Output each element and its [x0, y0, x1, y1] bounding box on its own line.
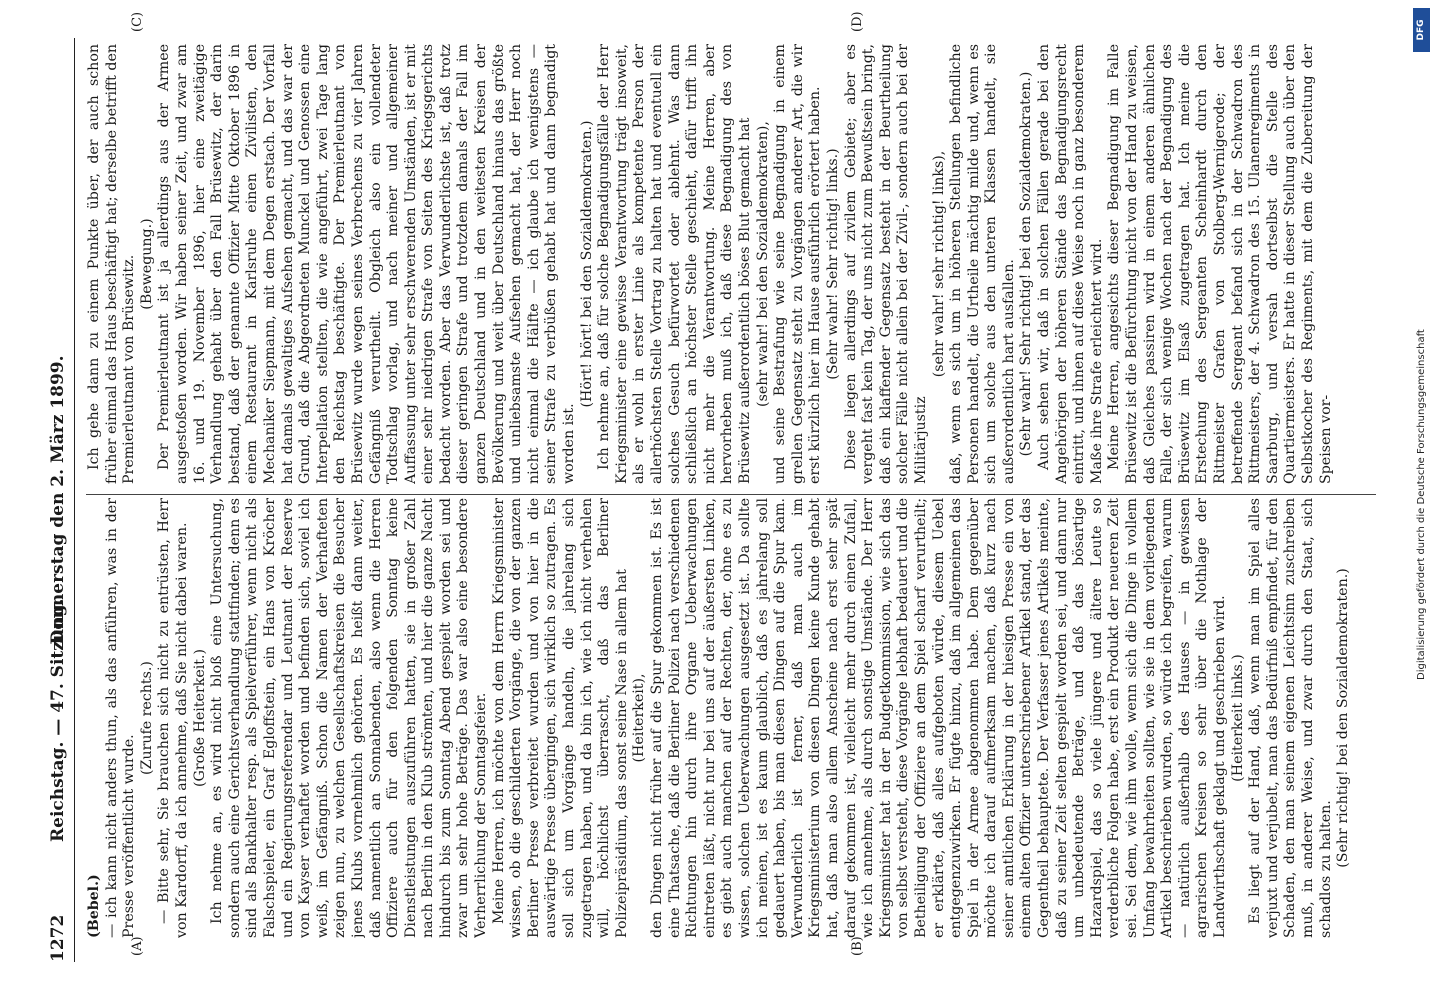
reaction: (Sehr wahr! Sehr richtig! links.)	[824, 148, 841, 380]
reaction: (Heiterkeit),	[631, 673, 648, 763]
dfg-logo: DFG	[1413, 8, 1430, 52]
paragraph: Diese liegen allerdings auf zivilem Gebiete; aber es vergeht fast kein Tag, der uns nicht zum Bewußtsein bringt, daß ein klaffender Gegensatz besteht in der Beurtheilung solcher Fälle nicht allein bei der Zivil-, sondern auch bei der Militärjustiz	[842, 44, 929, 484]
reaction: (Sehr wahr! Sehr richtig! bei den Sozialdemokraten.)	[1018, 71, 1035, 457]
paragraph: den Dingen nicht früher auf die Spur gekommen ist. Es ist eine Thatsache, daß die Berliner Polizei nach verschiedenen Richtungen hin durch ihre Organe Ueberwachungen eintreten läßt, nicht nur bei uns auf der äußersten Linken, es giebt auch manchen auf der Rechten, der, ohne es zu wissen, solchen Ueberwachungen ausgesetzt ist. Da sollte ich meinen, ist es kaum glaublich, daß es jahrelang soll gedauert haben, bis man diesen Dingen auf die Spur kam. Verwunderlich ist ferner, daß man auch im Kriegsministerium von diesen Dingen keine Kunde gehabt hat, daß man also allem Anscheine nach erst sehr spät darauf gekommen ist, vielleicht mehr durch einen Zufall, wie ich annehme, als durch sonstige Umstände. Der Herr Kriegsminister hat in der Budgetkommission, wie sich das von selbst versteht, diese Vorgänge lebhaft bedauert und die Betheiligung der Offiziere an dem Spiel scharf verurtheilt; er erklärte, daß alles aufgeboten würde, diesem Uebel entgegenzuwirken. Er fügte hinzu, daß im allgemeinen das Spiel in der Armee abgenommen habe. Dem gegenüber möchte ich darauf aufmerksam machen, daß kurz nach seiner amtlichen Erklärung in der hiesigen Presse ein von einem alten Offizier unterschriebener Artikel stand, der das Gegentheil behauptete. Der Verfasser jenes Artikels meinte, daß zu seiner Zeit selten gespielt worden sei, und dann nur um unbedeutende Beträge, und daß das bösartige Hazardspiel, das so viele jüngere und ältere Leute so verderbliche Folgen habe, erst ein Produkt der neueren Zeit sei. Sei dem, wie ihm wolle, wenn sich die Dinge in vollem Umfang bewahrheiten sollten, wie sie in dem vorliegenden Artikel beschrieben wurden, so würde ich begreifen, warum — natürlich außerhalb des Hauses — in gewissen agrarischen Kreisen so sehr über die Nothlage der Landwirthschaft geklagt und geschrieben wird.	[649, 498, 1228, 938]
reaction: (Bewegung.)	[138, 218, 155, 310]
left-column	[86, 498, 1376, 938]
right-column	[86, 44, 1376, 484]
reaction: (sehr wahr! bei den Sozialdemokraten),	[754, 121, 771, 407]
reaction: (sehr wahr! sehr richtig! links),	[930, 150, 947, 378]
paragraph: Meine Herren, ich möchte von dem Herrn Kriegsminister wissen, ob die geschilderten Vorgänge, die von der ganzen Berliner Presse verbreitet wurden und von hier in die auswärtige Presse übergingen, sich wirklich so zutragen. Es soll sich um Vorgänge handeln, die jahrelang sich zugetragen haben, und da bin ich, wie ich nicht verhehlen will, höchlichst überrascht, daß das Berliner Polizeipräsidium, das sonst seine Nase in allem hat	[490, 498, 630, 938]
speaker-name: (Bebel.)	[86, 874, 102, 938]
paragraph: und seine Bestrafung wie seine Begnadigung in einem grellen Gegensatz steht zu Vorgängen anderer Art, die wir erst kürzlich hier im Hause ausführlich erörtert haben.	[772, 44, 824, 484]
page-number: 1272	[48, 914, 68, 962]
paragraph: daß, wenn es sich um in höheren Stellungen befindliche Personen handelt, die Urtheile mächtig milde und, wenn es sich um solche aus den unteren Klassen handelt, sie außerordentlich hart ausfallen.	[948, 44, 1017, 484]
digitization-note: Digitalisierung gefördert durch die Deutsche Forschungsgemeinschaft	[1416, 329, 1427, 680]
header-date: Donnerstag den 2. März 1899.	[48, 355, 68, 645]
paragraph: — ich kann nicht anders thun, als das anführen, was in der Presse veröffentlicht wurde.	[103, 498, 138, 938]
page-header	[44, 38, 75, 962]
reaction: (Große Heiterkeit.)	[191, 648, 208, 788]
reaction: (Zurufe rechts.)	[138, 661, 155, 775]
margin-mark-b: (B)	[850, 936, 865, 956]
margin-mark-a: (A)	[130, 936, 145, 956]
margin-mark-d: (D)	[850, 11, 865, 32]
paragraph: — Bitte sehr, Sie brauchen sich nicht zu entrüsten, Herr von Kardorff, da ich annehme, daß Sie nicht dabei waren.	[156, 498, 190, 938]
reaction: (Hört! hört! bei den Sozialdemokraten.)	[578, 120, 595, 408]
paragraph: Ich nehme an, daß für solche Begnadigungsfälle der Herr Kriegsminister eine gewisse Verantwortung trägt insoweit, als er wohl in erster Linie als kompetente Person der allerhöchsten Stelle Vortrag zu halten hat und eventuell ein solches Gesuch befürwortet oder ablehnt. Was dann schließlich an höchster Stelle geschieht, dafür trifft ihn nicht mehr die Verantwortung. Meine Herren, aber hervorheben muß ich, daß diese Begnadigung des von Brüsewitz außerordentlich böses Blut gemacht hat	[596, 44, 753, 484]
reaction: (Heiterkeit links.)	[1229, 654, 1246, 782]
paragraph: Es liegt auf der Hand, daß, wenn man im Spiel alles verjuxt und verjubelt, man das Bedürfniß empfindet, für den Schaden, den man seinem eigenen Leichtsinn zuschreiben muß, in anderer Weise, und zwar durch den Staat, sich schadlos zu halten.	[1247, 498, 1334, 938]
margin-mark-c: (C)	[130, 11, 145, 32]
paragraph: Ich nehme an, es wird nicht bloß eine Untersuchung, sondern auch eine Gerichtsverhandlung stattfinden; denn es sind als Bankhalter resp. als Spielverführer, wenn nicht als Falschspieler, ein Graf Egloffstein, ein Hans von Kröcher und ein Regierungsreferendar und Leutnant der Reserve von Kayser verhaftet worden und befinden sich, soviel ich weiß, im Gefängniß. Schon die Namen der Verhafteten zeigen nun, zu welchen Gesellschaftskreisen die Besucher jenes Klubs vornehmlich gehörten. Es heißt dann weiter, daß namentlich an Sonnabenden, also wenn die Herren Offiziere auch für den folgenden Sonntag keine Dienstleistungen auszuführen hatten, sie in großer Zahl nach Berlin in den Klub strömten, und hier die ganze Nacht hindurch bis zum Sonntag Abend gespielt worden sei und zwar um sehr hohe Beträge. Das war also eine besondere Verherrlichung der Sonntagsfeier.	[209, 498, 490, 938]
paragraph: Der Premierleutnant ist ja allerdings aus der Armee ausgestoßen worden. Wir haben seiner Zeit, und zwar am 16. und 19. November 1896, hier eine zweitägige Verhandlung gehabt über den Fall Brüsewitz, der darin bestand, daß der genannte Offizier Mitte Oktober 1896 in einem Restaurant in Karlsruhe einen Zivilisten, den Mechaniker Siepmann, mit dem Degen erstach. Der Vorfall hat damals gewaltiges Aufsehen gemacht, und das war der Grund, daß die Abgeordneten Munckel und Genossen eine Interpellation stellten, die wie angeführt, zwei Tage lang den Reichstag beschäftigte. Der Premierleutnant von Brüsewitz wurde wegen seines Verbrechens zu vier Jahren Gefängniß verurtheilt. Obgleich also ein vollendeter Todtschlag vorlag, und nach meiner und allgemeiner Auffassung unter sehr erschwerenden Umständen, ist er mit einer sehr niedrigen Strafe von Seiten des Kriegsgerichts bedacht worden. Aber das Verwunderlichste ist, daß trotz dieser geringen Strafe und trotzdem damals der Fall im ganzen Deutschland und in den weitesten Kreisen der Bevölkerung und weit über Deutschland hinaus das größte und unliebsamste Aufsehen gemacht hat, der Herr noch nicht einmal die Hälfte — ich glaube ich wenigstens — seiner Strafe zu verbüßen gehabt hat und dann begnadigt worden ist.	[156, 44, 578, 484]
paragraph: Meine Herren, angesichts dieser Begnadigung im Falle Brüsewitz ist die Befürchtung nicht von der Hand zu weisen, daß Gleiches passiren wird in einem anderen ähnlichen Falle, der sich wenige Wochen nach der Begnadigung des Brüsewitz im Elsaß zugetragen hat. Ich meine die Erstechung des Sergeanten Scheinhardt durch den Rittmeister Grafen von Stolberg-Wernigerode; der betreffende Sergeant befand sich in der Schwadron des Rittmeisters, der 4. Schwadron des 15. Ulanenregiments in Saarburg, und versah dortselbst die Stelle des Quartiermeisters. Er hatte in dieser Stellung auch über den Selbstkocher des Regiments, mit dem die Zubereitung der Speisen vor-	[1106, 44, 1334, 484]
column-divider	[86, 494, 1376, 495]
paragraph: Ich gehe dann zu einem Punkte über, der auch schon früher einmal das Haus beschäftigt hat; derselbe betrifft den Premierleutnant von Brüsewitz.	[86, 44, 138, 484]
paragraph: Auch sehen wir, daß in solchen Fällen gerade bei den Angehörigen der höheren Stände das Begnadigungsrecht eintritt, und ihnen auf diese Weise noch in ganz besonderem Maße ihre Strafe erleichtert wird.	[1036, 44, 1105, 484]
header-session: Reichstag. — 47. Sitzung.	[48, 598, 68, 842]
reaction: (Sehr richtig! bei den Sozialdemokraten.)	[1335, 568, 1352, 868]
digitization-strip	[1409, 0, 1434, 1000]
